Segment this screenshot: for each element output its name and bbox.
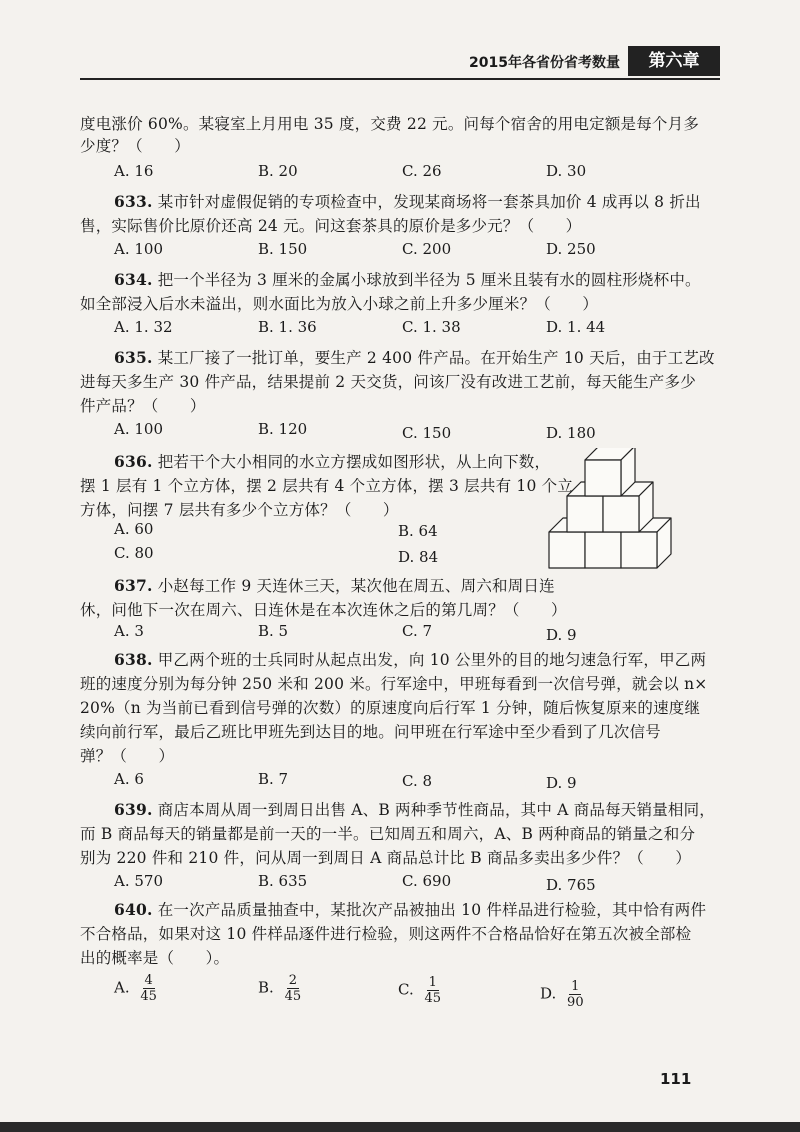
q634-text: 把一个半径为 3 厘米的金属小球放到半径为 5 厘米且装有水的圆柱形烧杯中。 [157, 271, 701, 289]
q634-option-c: C. 1. 38 [402, 318, 461, 336]
q640-option-b [258, 974, 301, 1003]
q634-option-a: A. 1. 32 [114, 318, 173, 336]
q638-line3: 20%（n 为当前已看到信号弹的次数）的原速度向后行军 1 分钟，随后恢复原来的速度继 [80, 699, 701, 717]
q635-line2: 进每天多生产 30 件产品，结果提前 2 天交货，问该厂没有改进工艺前，每天能生产多少 [80, 373, 696, 391]
q632-option-a: A. 16 [114, 162, 154, 180]
q637-option-d: D. 9 [546, 626, 577, 644]
q636-text: 把若干个大小相同的水立方摆成如图形状，从上向下数， [157, 453, 551, 471]
q634-number: 634. [114, 270, 153, 289]
q640-text: 在一次产品质量抽查中，某批次产品被抽出 10 件样品进行检验，其中恰有两件 [157, 901, 707, 919]
q635-line3: 件产品？（ ） [80, 397, 206, 415]
fraction-numerator: 4 [144, 973, 153, 988]
q640-line2: 不合格品，如果对这 10 件样品逐件进行检验，则这两件不合格品恰好在第五次被全部检 [80, 925, 692, 943]
fraction-denominator: 45 [284, 989, 302, 1004]
q633-option-c: C. 200 [402, 240, 452, 258]
q638-option-d: D. 9 [546, 774, 577, 792]
q640-number: 640. [114, 900, 153, 919]
q632-line2: 少度？（ ） [80, 137, 190, 155]
q632-option-b: B. 20 [258, 162, 298, 180]
q633-number: 633. [114, 192, 153, 211]
q636-option-d: D. 84 [398, 548, 439, 566]
page-number: 111 [660, 1070, 692, 1088]
q637-option-a: A. 3 [114, 622, 144, 640]
q638-number: 638. [114, 650, 153, 669]
q639-line1 [114, 798, 715, 820]
fraction [285, 974, 302, 1003]
fraction-denominator: 45 [424, 991, 442, 1006]
q634-option-d: D. 1. 44 [546, 318, 606, 336]
q634-line1 [114, 268, 701, 290]
q635-line1 [114, 346, 715, 368]
q633-option-b: B. 150 [258, 240, 308, 258]
q640-option-a-label: A. [114, 978, 130, 997]
q634-option-b: B. 1. 36 [258, 318, 317, 336]
page-bottom-edge [0, 1122, 800, 1132]
q636-line3: 方体，问摆 7 层共有多少个立方体？（ ） [80, 501, 399, 519]
q636-line1 [114, 450, 550, 472]
q640-option-b-label: B. [258, 978, 274, 997]
q636-option-a: A. 60 [114, 520, 154, 538]
q637-text: 小赵每工作 9 天连休三天，某次他在周五、周六和周日连 [157, 577, 555, 595]
q632-option-d: D. 30 [546, 162, 587, 180]
q640-option-d [540, 980, 584, 1009]
q636-line2: 摆 1 层有 1 个立方体，摆 2 层共有 4 个立方体，摆 3 层共有 10 个立 [80, 477, 574, 495]
q634-line2: 如全部浸入后水未溢出，则水面比为放入小球之前上升多少厘米？（ ） [80, 295, 599, 313]
q635-option-a: A. 100 [114, 420, 163, 438]
cube-stack-figure [545, 448, 695, 570]
q636-option-b: B. 64 [398, 522, 438, 540]
q639-number: 639. [114, 800, 153, 819]
q638-option-b: B. 7 [258, 770, 289, 788]
q639-line2: 而 B 商品每天的销量都是前一天的一半。已知周五和周六，A、B 两种商品的销量之和分 [80, 825, 696, 843]
q632-option-c: C. 26 [402, 162, 442, 180]
q635-option-c: C. 150 [402, 424, 452, 442]
q639-line3: 别为 220 件和 210 件，问从周一到周日 A 商品总计比 B 商品多卖出多少件？（ ） [80, 849, 692, 867]
q638-line4: 续向前行军，最后乙班比甲班先到达目的地。问甲班在行军途中至少看到了几次信号 [80, 723, 661, 741]
q640-line1 [114, 898, 706, 920]
q639-option-a: A. 570 [114, 872, 163, 890]
fraction-denominator: 45 [140, 989, 157, 1004]
q638-line1 [114, 648, 706, 670]
fraction-numerator: 1 [428, 975, 437, 990]
q632-line1: 度电涨价 60%。某寝室上月用电 35 度，交费 22 元。问每个宿舍的用电定额是每个月多 [80, 115, 700, 133]
fraction [425, 976, 442, 1005]
fraction [567, 980, 584, 1009]
q633-text: 某市针对虚假促销的专项检查中，发现某商场将一套茶具加价 4 成再以 8 折出 [157, 193, 701, 211]
q638-option-c: C. 8 [402, 772, 433, 790]
q638-line5: 弹？（ ） [80, 747, 175, 765]
q640-option-c-label: C. [398, 980, 414, 999]
q637-number: 637. [114, 576, 153, 595]
q636-option-c: C. 80 [114, 544, 154, 562]
fraction-denominator: 90 [567, 995, 584, 1010]
q633-line1 [114, 190, 701, 212]
q636-number: 636. [114, 452, 153, 471]
q640-option-c [398, 976, 441, 1005]
page-header [80, 46, 720, 80]
cube [585, 448, 635, 496]
q640-option-a [114, 974, 157, 1003]
q639-text: 商店本周从周一到周日出售 A、B 两种季节性商品，其中 A 商品每天销量相同， [157, 801, 715, 819]
q635-option-d: D. 180 [546, 424, 596, 442]
q633-line2: 售，实际售价比原价还高 24 元。问这套茶具的原价是多少元？（ ） [80, 217, 582, 235]
q640-option-d-label: D. [540, 984, 557, 1003]
q638-line2: 班的速度分别为每分钟 250 米和 200 米。行军途中，甲班每看到一次信号弹，就会以 n× [80, 675, 708, 693]
q637-line1 [114, 574, 555, 596]
q637-line2: 休，问他下一次在周六、日连休是在本次连休之后的第几周？（ ） [80, 601, 567, 619]
q635-text: 某工厂接了一批订单，要生产 2 400 件产品。在开始生产 10 天后，由于工艺改 [157, 349, 715, 367]
q638-option-a: A. 6 [114, 770, 144, 788]
q635-number: 635. [114, 348, 153, 367]
q638-text: 甲乙两个班的士兵同时从起点出发，向 10 公里外的目的地匀速急行军，甲乙两 [157, 651, 707, 669]
fraction-numerator: 1 [571, 979, 580, 994]
q639-option-c: C. 690 [402, 872, 452, 890]
book-title: 2015年各省份省考数量 [469, 55, 620, 71]
q637-option-b: B. 5 [258, 622, 289, 640]
q633-option-a: A. 100 [114, 240, 163, 258]
q633-option-d: D. 250 [546, 240, 596, 258]
chapter-badge: 第六章 [628, 46, 720, 76]
q639-option-d: D. 765 [546, 876, 596, 894]
q639-option-b: B. 635 [258, 872, 308, 890]
q635-option-b: B. 120 [258, 420, 308, 438]
q640-line3: 出的概率是（ ）。 [80, 949, 230, 967]
q637-option-c: C. 7 [402, 622, 433, 640]
fraction [140, 974, 157, 1003]
fraction-numerator: 2 [288, 973, 297, 988]
